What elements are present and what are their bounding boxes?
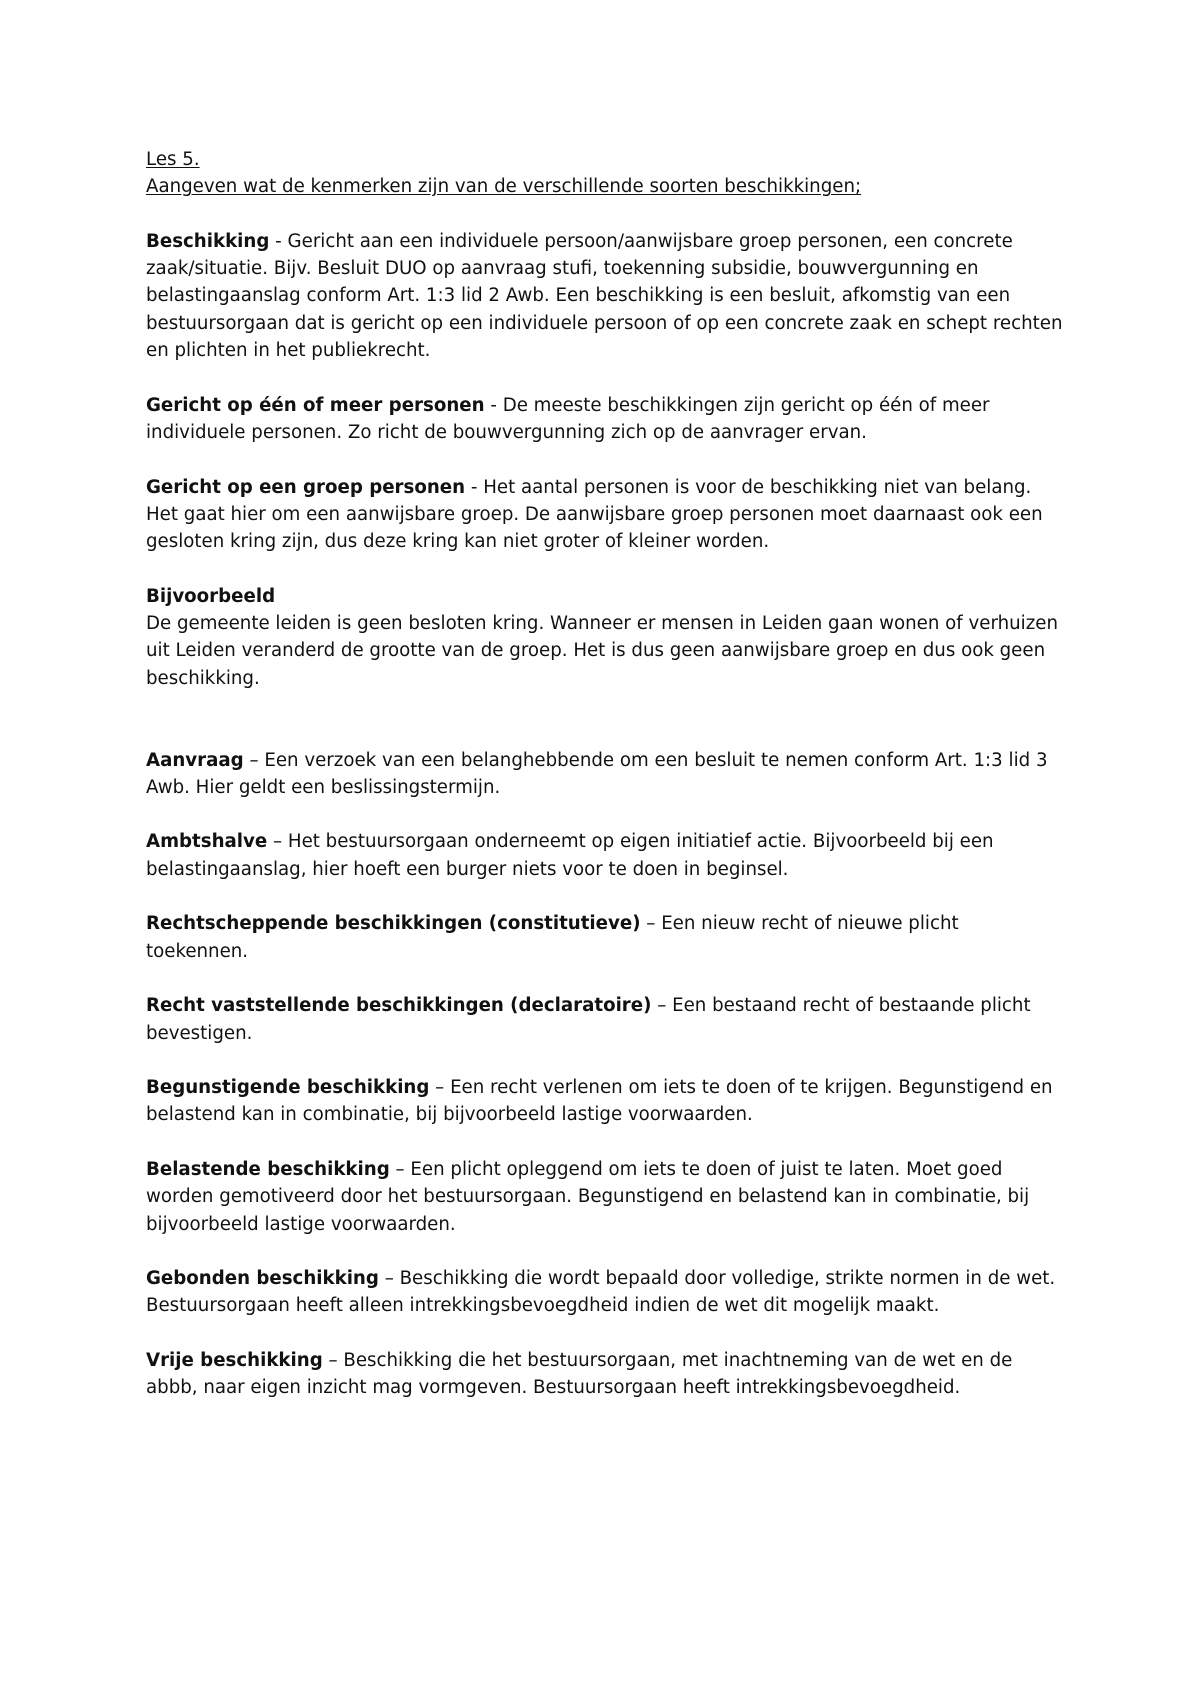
definition-text: Het aantal personen is voor de beschikking niet van belang. Het gaat hier om een aanwijsbare groep. De aanwijsbare groep personen moet daarnaast ook een gesloten kring zijn, dus deze kring kan niet groter of kleiner worden.	[146, 476, 1043, 553]
type-separator: –	[429, 1077, 451, 1099]
type-separator: –	[389, 1158, 411, 1180]
definition-text: De meeste beschikkingen zijn gericht op één of meer individuele personen. Zo richt de bouwvergunning zich op de aanvrager ervan.	[146, 394, 990, 443]
type-paragraph	[146, 1074, 1066, 1129]
type-text: Een nieuw recht of nieuwe plicht toekennen.	[146, 913, 959, 962]
type-separator: –	[243, 749, 265, 771]
example-text: De gemeente leiden is geen besloten kring. Wanneer er mensen in Leiden gaan wonen of verhuizen uit Leiden veranderd de grootte van de groep. Het is dus geen aanwijsbare groep en dus ook geen beschikking.	[146, 613, 1058, 689]
type-term: Recht vaststellende beschikkingen (declaratoire)	[146, 995, 652, 1017]
type-separator: –	[267, 831, 288, 853]
type-paragraph	[146, 747, 1066, 802]
lesson-subtitle: Aangeven wat de kenmerken zijn van de verschillende soorten beschikkingen;	[146, 176, 862, 198]
type-text: Een recht verlenen om iets te doen of te krijgen. Begunstigend en belastend kan in combinatie, bij bijvoorbeeld lastige voorwaarden.	[146, 1077, 1053, 1126]
definition-paragraph	[146, 474, 1066, 556]
document-body	[146, 146, 1066, 1429]
type-text: Beschikking die het bestuursorgaan, met inachtneming van de wet en de abbb, naar eigen inzicht mag vormgeven. Bestuursorgaan heeft intrekkingsbevoegdheid.	[146, 1350, 1013, 1399]
type-text: Een plicht opleggend om iets te doen of juist te laten. Moet goed worden gemotiveerd door het bestuursorgaan. Begunstigend en belastend kan in combinatie, bij bijvoorbeeld lastige voorwaarden.	[146, 1158, 1030, 1235]
type-text: Een bestaand recht of bestaande plicht bevestigen.	[146, 995, 1031, 1044]
type-paragraph	[146, 1265, 1066, 1320]
type-separator: –	[651, 995, 673, 1017]
example-paragraph	[146, 583, 1066, 692]
type-separator: –	[322, 1350, 344, 1372]
example-heading: Bijvoorbeeld	[146, 585, 276, 607]
type-text: Het bestuursorgaan onderneemt op eigen initiatief actie. Bijvoorbeeld bij een belastingaanslag, hier hoeft een burger niets voor te doen in beginsel.	[146, 831, 994, 880]
type-term: Rechtscheppende beschikkingen (constitutieve)	[146, 913, 641, 935]
type-paragraph	[146, 992, 1066, 1047]
definition-paragraph	[146, 228, 1066, 364]
type-paragraph	[146, 828, 1066, 883]
type-text: Beschikking die wordt bepaald door volledige, strikte normen in de wet. Bestuursorgaan heeft alleen intrekkingsbevoegdheid indien de wet dit mogelijk maakt.	[146, 1268, 1056, 1317]
definition-text: Gericht aan een individuele persoon/aanwijsbare groep personen, een concrete zaak/situatie. Bijv. Besluit DUO op aanvraag stufi, toekenning subsidie, bouwvergunning en belastingaanslag conform Art. 1:3 lid 2 Awb. Een beschikking is een besluit, afkomstig van een bestuursorgaan dat is gericht op een individuele persoon of op een concrete zaak en schept rechten en plichten in het publiekrecht.	[146, 230, 1063, 362]
definition-separator: -	[484, 394, 503, 416]
document-heading	[146, 146, 1066, 201]
type-text: Een verzoek van een belanghebbende om een besluit te nemen conform Art. 1:3 lid 3 Awb. Hier geldt een beslissingstermijn.	[146, 749, 1048, 798]
type-term: Gebonden beschikking	[146, 1268, 379, 1290]
definition-paragraph	[146, 392, 1066, 447]
type-separator: –	[378, 1268, 400, 1290]
type-term: Begunstigende beschikking	[146, 1077, 430, 1099]
type-paragraph	[146, 1156, 1066, 1238]
type-term: Ambtshalve	[146, 831, 268, 853]
definition-term: Gericht op een groep personen	[146, 476, 466, 498]
type-term: Vrije beschikking	[146, 1350, 323, 1372]
definition-term: Gericht op één of meer personen	[146, 394, 485, 416]
type-term: Aanvraag	[146, 749, 244, 771]
definition-term: Beschikking	[146, 230, 270, 252]
type-separator: –	[640, 913, 662, 935]
lesson-title: Les 5.	[146, 149, 200, 170]
definition-separator: -	[269, 230, 288, 252]
type-term: Belastende beschikking	[146, 1158, 390, 1180]
type-paragraph	[146, 1347, 1066, 1402]
type-paragraph	[146, 910, 1066, 965]
definition-separator: -	[465, 476, 484, 498]
